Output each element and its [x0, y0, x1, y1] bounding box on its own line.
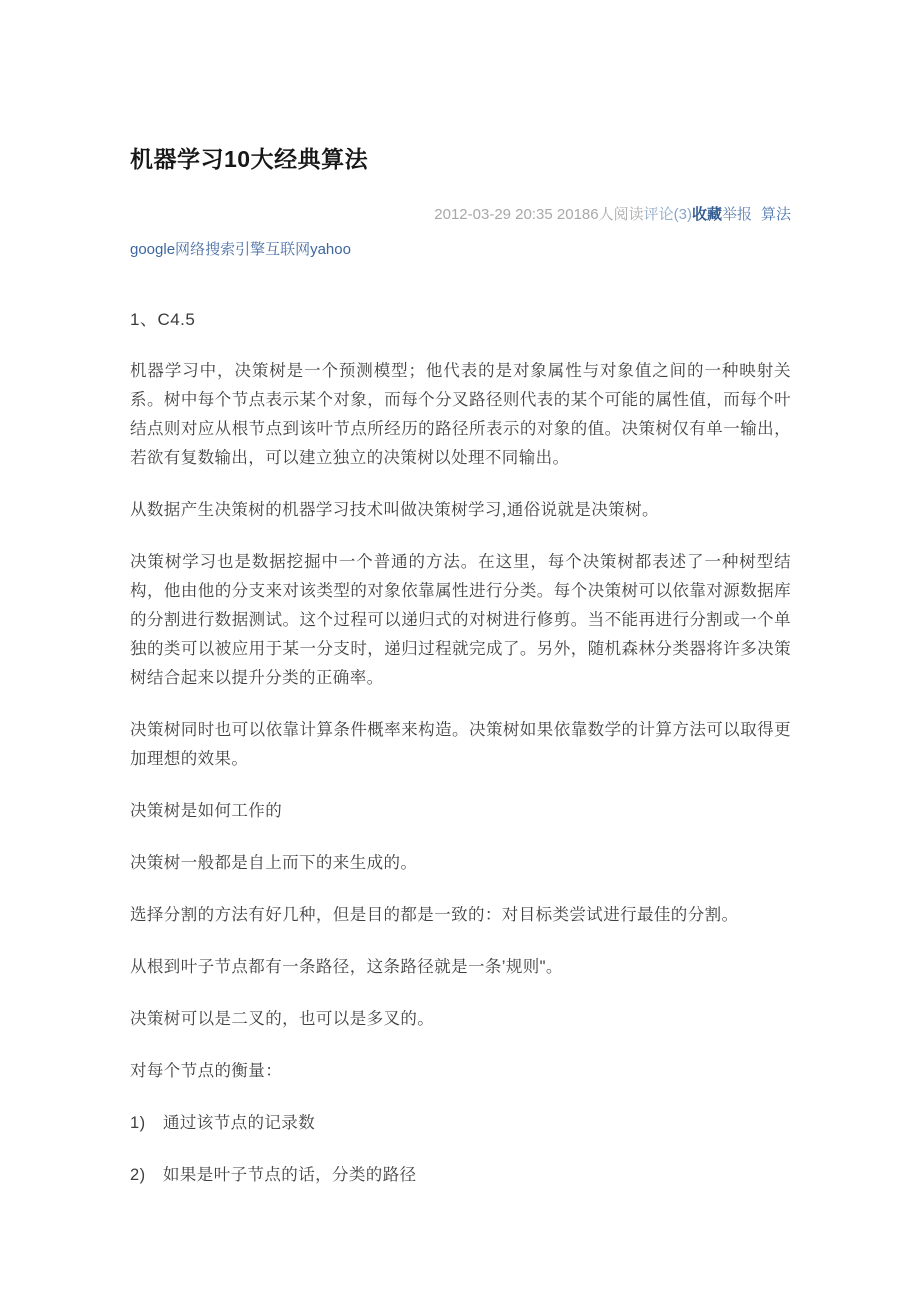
tag-network[interactable]: 网络 [175, 241, 206, 258]
paragraph-decision-tree-intro: 机器学习中，决策树是一个预测模型；他代表的是对象属性与对象值之间的一种映射关系。树中每个节点表示某个对象，而每个分叉路径则代表的某个可能的属性值，而每个叶结点则对应从根节点到该叶节点所经历的路径所表示的对象的值。决策树仅有单一输出，若欲有复数输出，可以建立独立的决策树以处理不同输出。 [130, 362, 791, 467]
paragraph-binary-or-multiway: 决策树可以是二叉的，也可以是多叉的。 [130, 1010, 435, 1028]
tag-search-engine[interactable]: 搜索引擎 [205, 241, 266, 258]
paragraph-conditional-probability: 决策树同时也可以依靠计算条件概率来构造。决策树如果依靠数学的计算方法可以取得更加理想的效果。 [130, 721, 791, 768]
tag-yahoo[interactable]: yahoo [310, 241, 351, 258]
comments-link[interactable]: 评论(3) [643, 206, 692, 223]
paragraph-split-methods: 选择分割的方法有好几种，但是目的都是一致的：对目标类尝试进行最佳的分割。 [130, 906, 739, 924]
list-item-text: 如果是叶子节点的话，分类的路径 [163, 1166, 417, 1184]
list-item-text: 通过该节点的记录数 [163, 1114, 316, 1132]
list-item-leaf-path [130, 1161, 791, 1190]
list-item-record-count [130, 1109, 791, 1138]
paragraph-node-measures: 对每个节点的衡量： [130, 1062, 283, 1080]
article-timestamp: 2012-03-29 20:35 [434, 206, 553, 223]
paragraph-top-down: 决策树一般都是自上而下的来生成的。 [130, 854, 418, 872]
tag-internet[interactable]: 互联网 [265, 241, 311, 258]
paragraph-tree-learning-def: 从数据产生决策树的机器学习技术叫做决策树学习,通俗说就是决策树。 [130, 501, 659, 519]
tag-google[interactable]: google [130, 241, 176, 258]
article-title: 机器学习10大经典算法 [130, 146, 369, 172]
category-link[interactable]: 算法 [760, 206, 791, 223]
read-count: 20186人阅读 [556, 206, 644, 223]
list-marker: 1) [130, 1114, 146, 1132]
paragraph-data-mining-method: 决策树学习也是数据挖掘中一个普通的方法。在这里，每个决策树都表述了一种树型结构，他由他的分支来对该类型的对象依靠属性进行分类。每个决策树可以依靠对源数据库的分割进行数据测试。这个过程可以递归式的对树进行修剪。当不能再进行分割或一个单独的类可以被应用于某一分支时，递归过程就完成了。另外，随机森林分类器将许多决策树结合起来以提升分类的正确率。 [130, 553, 791, 687]
report-link[interactable]: 举报 [721, 206, 752, 223]
paragraph-how-it-works: 决策树是如何工作的 [130, 802, 283, 820]
article-meta-line [130, 205, 791, 225]
list-marker: 2) [130, 1166, 146, 1184]
paragraph-root-to-leaf-rule: 从根到叶子节点都有一条路径，这条路径就是一条’规则"。 [130, 958, 563, 976]
collect-link[interactable]: 收藏 [691, 206, 722, 223]
section-heading-c45: 1、C4.5 [130, 310, 196, 329]
tags-line [130, 240, 791, 260]
article-content [130, 141, 791, 1213]
